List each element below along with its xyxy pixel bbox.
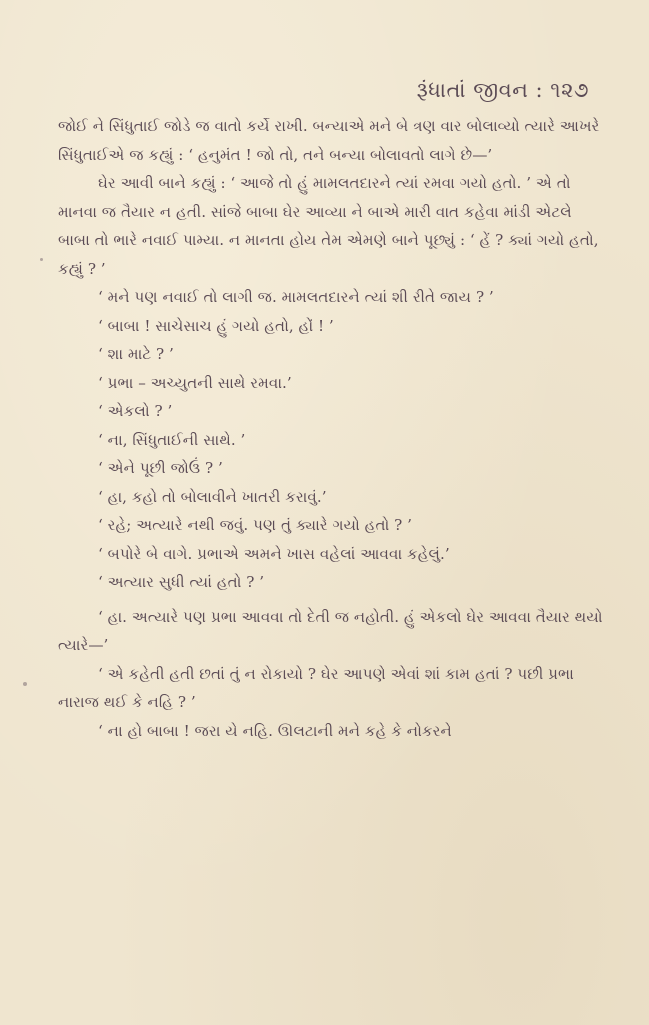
paragraph: ઘેર આવી બાને કહ્યું : ‘ આજે તો હું મામલતદારને ત્યાં રમવા ગયો હતો. ’ એ તો માનવા જ તૈયાર ન હતી. સાંજે બાબા ઘેર આવ્યા ને બાએ મારી વાત કહેવા માંડી એટલે બાબા તો ભારે નવાઈ પામ્યા. ન માનતા હોય તેમ એમણે બાને પૂછ્યું : ‘ હેં ? ક્યાં ગયો હતો, કહ્યું ? ’ bbox=[58, 174, 599, 278]
paragraph: જોઈ ને સિંધુતાઈ જોડે જ વાતો કર્યે રાખી. બન્યાએ મને બે ત્રણ વાર બોલાવ્યો ત્યારે આખરે સિંધુતાઈએ જ કહ્યું : ‘ હનુમંત ! જો તો, તને બન્યા બોલાવતો લાગે છે—’ bbox=[58, 117, 600, 164]
paragraph: ‘ એકલો ? ’ bbox=[98, 402, 173, 420]
paragraph: ‘ રહે; અત્યારે નથી જવું. પણ તું ક્યારે ગયો હતો ? ’ bbox=[98, 516, 412, 534]
paragraph: ‘ એ કહેતી હતી છતાં તું ન રોકાયો ? ઘેર આપણે એવાં શાં કામ હતાં ? પછી પ્રભા નારાજ થઈ કે નહિ ? ’ bbox=[58, 664, 574, 711]
paragraph: ‘ એને પૂછી જોઉં ? ’ bbox=[98, 459, 223, 477]
paragraph: ‘ ના, સિંધુતાઈની સાથે. ’ bbox=[98, 430, 246, 449]
paper-speck bbox=[23, 682, 27, 686]
paragraph: ‘ હા, કહો તો બોલાવીને ખાતરી કરાવું.’ bbox=[98, 487, 327, 506]
paragraph: ‘ શા માટે ? ’ bbox=[98, 345, 174, 363]
paragraph: ‘ અત્યાર સુધી ત્યાં હતો ? ’ bbox=[98, 573, 265, 591]
paragraph: ‘ ના હો બાબા ! જરા યે નહિ. ઊલટાની મને કહે કે નોકરને bbox=[98, 721, 452, 740]
body-text bbox=[58, 112, 606, 745]
paragraph: ‘ બાબા ! સાચેસાચ હું ગયો હતો, હોં ! ’ bbox=[98, 316, 334, 335]
paper-speck bbox=[40, 258, 43, 261]
paragraph: ‘ મને પણ નવાઈ તો લાગી જ. મામલતદારને ત્યાં શી રીતે જાય ? ’ bbox=[98, 288, 494, 306]
paragraph: ‘ પ્રભા – અચ્યુતની સાથે રમવા.’ bbox=[98, 373, 292, 392]
running-head: રૂંધાતાં જીવન : ૧૨૭ bbox=[416, 78, 589, 102]
paragraph: ‘ હા. અત્યારે પણ પ્રભા આવવા તો દેતી જ નહોતી. હું એકલો ઘેર આવવા તૈયાર થયો ત્યારે—’ bbox=[58, 607, 603, 654]
paragraph: ‘ બપોરે બે વાગે. પ્રભાએ અમને ખાસ વહેલાં આવવા કહેલું.’ bbox=[98, 544, 450, 563]
